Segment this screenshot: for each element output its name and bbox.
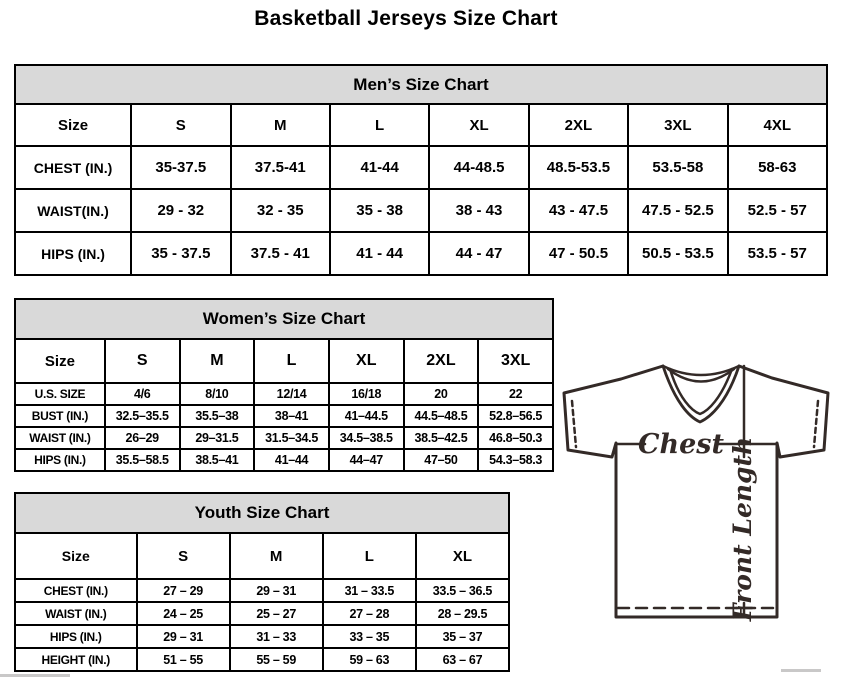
column-header: M [230,533,323,579]
size-cell: 32.5–35.5 [105,405,180,427]
jersey-measurement-diagram [559,357,841,625]
column-header: 3XL [628,104,727,146]
size-cell: 20 [404,383,479,405]
row-label: WAIST(IN.) [15,189,131,232]
size-cell: 41 - 44 [330,232,429,275]
size-cell: 31 – 33 [230,625,323,648]
size-cell: 38.5–42.5 [404,427,479,449]
column-header: L [254,339,329,383]
table-row [15,602,509,625]
size-cell: 27 – 29 [137,579,230,602]
row-label: CHEST (IN.) [15,146,131,189]
size-cell: 35.5–58.5 [105,449,180,471]
size-cell: 58-63 [728,146,827,189]
size-cell: 44-48.5 [429,146,528,189]
table-row [15,405,553,427]
row-label: HIPS (IN.) [15,449,105,471]
table-row [15,427,553,449]
table-row [15,579,509,602]
table-row [15,625,509,648]
size-cell: 63 – 67 [416,648,509,671]
size-cell: 35.5–38 [180,405,255,427]
mens-size-table [14,103,828,276]
size-cell: 46.8–50.3 [478,427,553,449]
table-row [15,383,553,405]
size-cell: 22 [478,383,553,405]
size-cell: 4/6 [105,383,180,405]
size-cell: 59 – 63 [323,648,416,671]
column-header: M [231,104,330,146]
size-cell: 52.5 - 57 [728,189,827,232]
row-label: WAIST (IN.) [15,602,137,625]
size-cell: 37.5-41 [231,146,330,189]
size-cell: 25 – 27 [230,602,323,625]
womens-size-table [14,338,554,472]
size-cell: 16/18 [329,383,404,405]
size-cell: 24 – 25 [137,602,230,625]
table-row [15,146,827,189]
size-cell: 52.8–56.5 [478,405,553,427]
size-cell: 44.5–48.5 [404,405,479,427]
table-row [15,648,509,671]
row-label: WAIST (IN.) [15,427,105,449]
womens-size-chart [14,298,554,472]
chest-label: Chest [638,429,724,460]
column-header-row [15,104,827,146]
mens-chart-title: Men’s Size Chart [14,64,828,105]
size-cell: 37.5 - 41 [231,232,330,275]
row-label: HIPS (IN.) [15,625,137,648]
column-header: XL [429,104,528,146]
column-header: S [131,104,230,146]
column-header: L [330,104,429,146]
size-cell: 31.5–34.5 [254,427,329,449]
table-row [15,232,827,275]
size-cell: 28 – 29.5 [416,602,509,625]
size-cell: 43 - 47.5 [529,189,628,232]
size-cell: 41–44.5 [329,405,404,427]
size-cell: 55 – 59 [230,648,323,671]
size-cell: 29–31.5 [180,427,255,449]
column-header-row [15,533,509,579]
size-cell: 41-44 [330,146,429,189]
size-cell: 32 - 35 [231,189,330,232]
size-cell: 47.5 - 52.5 [628,189,727,232]
size-cell: 33.5 – 36.5 [416,579,509,602]
size-cell: 12/14 [254,383,329,405]
size-cell: 8/10 [180,383,255,405]
size-cell: 35 - 38 [330,189,429,232]
table-row [15,449,553,471]
table-row [15,189,827,232]
size-column-header: Size [15,104,131,146]
column-header: XL [416,533,509,579]
size-cell: 53.5-58 [628,146,727,189]
youth-chart-title: Youth Size Chart [14,492,510,534]
row-label: CHEST (IN.) [15,579,137,602]
column-header: 3XL [478,339,553,383]
column-header: XL [329,339,404,383]
size-cell: 33 – 35 [323,625,416,648]
sleeve-stitch-right [814,401,818,447]
sleeve-stitch-left [572,401,576,447]
size-cell: 47 - 50.5 [529,232,628,275]
mens-size-chart [14,64,828,276]
size-cell: 35 - 37.5 [131,232,230,275]
size-cell: 34.5–38.5 [329,427,404,449]
size-cell: 41–44 [254,449,329,471]
size-cell: 31 – 33.5 [323,579,416,602]
size-cell: 26–29 [105,427,180,449]
size-cell: 38 - 43 [429,189,528,232]
size-cell: 44 - 47 [429,232,528,275]
scrollbar-fragment-right [781,669,821,672]
size-cell: 50.5 - 53.5 [628,232,727,275]
size-cell: 54.3–58.3 [478,449,553,471]
front-length-label: Front Length [728,436,757,622]
column-header: 2XL [404,339,479,383]
column-header: S [137,533,230,579]
size-cell: 53.5 - 57 [728,232,827,275]
size-cell: 47–50 [404,449,479,471]
column-header: M [180,339,255,383]
jersey-outline [564,366,828,617]
size-column-header: Size [15,533,137,579]
row-label: HEIGHT (IN.) [15,648,137,671]
size-cell: 51 – 55 [137,648,230,671]
size-cell: 29 – 31 [230,579,323,602]
size-cell: 29 – 31 [137,625,230,648]
size-cell: 27 – 28 [323,602,416,625]
column-header: 2XL [529,104,628,146]
jersey-diagram-svg [559,357,841,625]
youth-size-chart [14,492,510,672]
page-title: Basketball Jerseys Size Chart [254,7,558,30]
column-header: 4XL [728,104,827,146]
column-header: L [323,533,416,579]
column-header: S [105,339,180,383]
column-header-row [15,339,553,383]
row-label: U.S. SIZE [15,383,105,405]
size-cell: 29 - 32 [131,189,230,232]
size-cell: 38.5–41 [180,449,255,471]
size-cell: 38–41 [254,405,329,427]
size-cell: 35 – 37 [416,625,509,648]
size-cell: 35-37.5 [131,146,230,189]
scrollbar-fragment-left [0,674,70,677]
row-label: BUST (IN.) [15,405,105,427]
row-label: HIPS (IN.) [15,232,131,275]
size-cell: 48.5-53.5 [529,146,628,189]
size-column-header: Size [15,339,105,383]
size-cell: 44–47 [329,449,404,471]
youth-size-table [14,532,510,672]
womens-chart-title: Women’s Size Chart [14,298,554,340]
